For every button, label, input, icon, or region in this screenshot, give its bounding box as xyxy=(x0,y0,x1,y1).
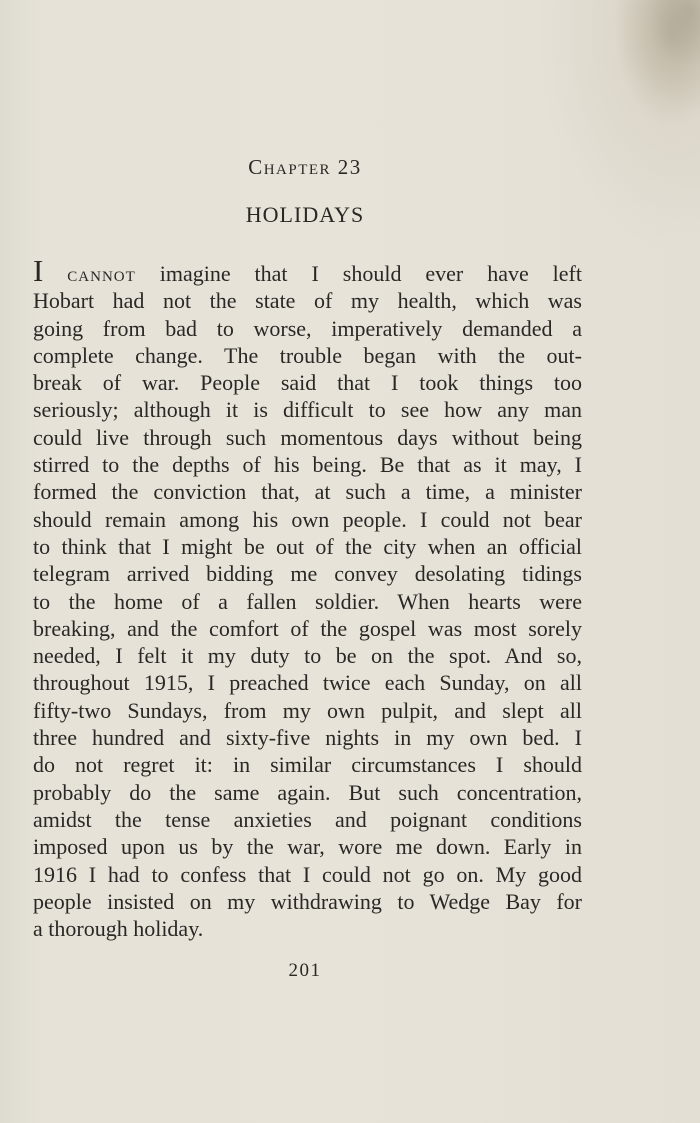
text-line-last: a thorough holiday. xyxy=(33,916,204,942)
text-line: break of war. People said that I took things too xyxy=(33,370,582,396)
text-line xyxy=(33,253,582,288)
text-line: telegram arrived bidding me convey desolating tidings xyxy=(33,561,582,587)
text-line: do not regret it: in similar circumstances I should xyxy=(33,752,582,778)
chapter-label: Chapter 23 xyxy=(248,155,362,179)
text-line: going from bad to worse, imperatively demanded a xyxy=(33,315,582,341)
text-line: seriously; although it is difficult to see how any man xyxy=(33,397,582,423)
text-line: should remain among his own people. I could not bear xyxy=(33,506,582,532)
text-line: Hobart had not the state of my health, which was xyxy=(33,288,582,314)
text-line: three hundred and sixty-five nights in my own bed. I xyxy=(33,725,582,751)
text-line: to think that I might be out of the city when an official xyxy=(33,533,582,559)
text-line: fifty-two Sundays, from my own pulpit, and slept all xyxy=(33,697,582,723)
text-line: throughout 1915, I preached twice each Sunday, on all xyxy=(33,670,582,696)
text-line: amidst the tense anxieties and poignant conditions xyxy=(33,806,582,832)
body-paragraph xyxy=(33,253,582,942)
text-line: stirred to the depths of his being. Be that as it may, I xyxy=(33,452,582,478)
page-number: 201 xyxy=(288,960,322,981)
text-line: could live through such momentous days without being xyxy=(33,424,582,450)
page-stain xyxy=(610,0,700,110)
text-line-content: imagine that I should ever have left xyxy=(135,261,582,286)
text-line: needed, I felt it my duty to be on the spot. And so, xyxy=(33,643,582,669)
drop-cap: I xyxy=(33,253,44,288)
opening-word: cannot xyxy=(67,261,136,286)
text-line: imposed upon us by the war, wore me down. Early in xyxy=(33,834,582,860)
text-line: complete change. The trouble began with the out- xyxy=(33,342,582,368)
text-line: to the home of a fallen soldier. When hearts were xyxy=(33,588,582,614)
text-line: people insisted on my withdrawing to Wedge Bay for xyxy=(33,888,582,914)
chapter-title: HOLIDAYS xyxy=(245,202,365,227)
text-line: probably do the same again. But such concentration, xyxy=(33,779,582,805)
text-line: breaking, and the comfort of the gospel was most sorely xyxy=(33,615,582,641)
text-line: 1916 I had to confess that I could not go on. My good xyxy=(33,861,582,887)
text-line: formed the conviction that, at such a time, a minister xyxy=(33,479,582,505)
